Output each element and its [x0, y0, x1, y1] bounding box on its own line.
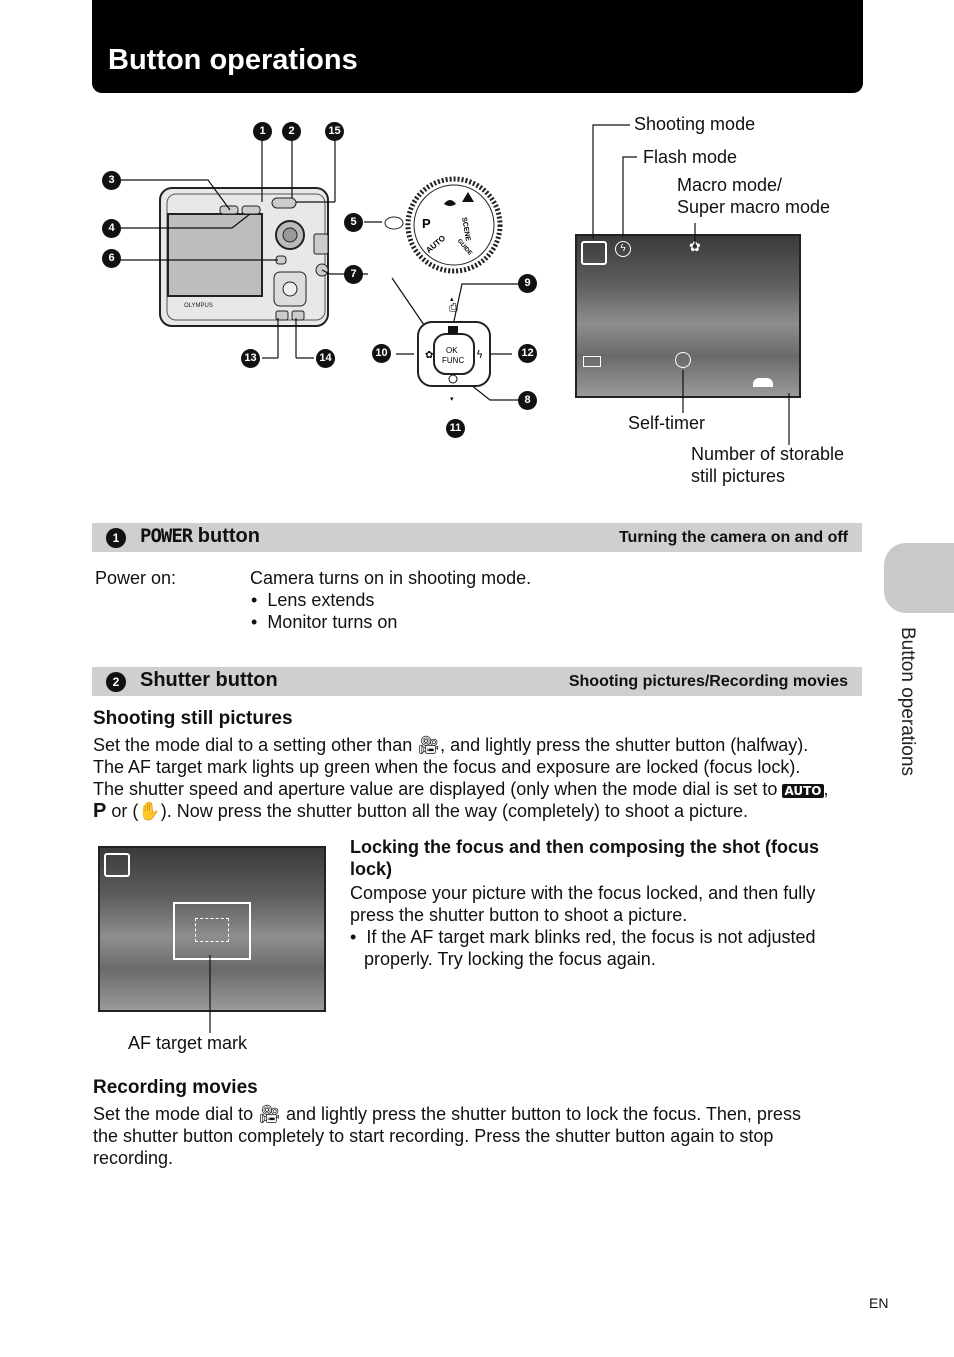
power-bullet-2: • Monitor turns on	[251, 612, 398, 632]
camera-brand: OLYMPUS	[184, 303, 213, 309]
svg-text:▴: ▴	[450, 295, 454, 303]
label-shooting-mode: Shooting mode	[634, 114, 756, 134]
callout-12: 12	[518, 344, 537, 363]
power-bullet-1: • Lens extends	[251, 590, 375, 610]
movie-line1: Set the mode dial to 🎥︎ and lightly press the shutter button to lock the focus. Then, press	[93, 1104, 801, 1125]
page-title: Button operations	[108, 44, 358, 76]
callout-8: 8	[518, 391, 537, 410]
svg-text:⎙: ⎙	[449, 301, 458, 314]
movie-icon: 🎥︎	[417, 735, 441, 756]
callout-3: 3	[102, 171, 121, 190]
section1-title: POWER button	[140, 525, 260, 547]
lock-heading-2: lock)	[350, 859, 393, 879]
af-target-label: AF target mark	[128, 1033, 248, 1053]
section1-number: 1	[106, 528, 126, 548]
label-macro-2: Super macro mode	[677, 197, 831, 217]
lock-text-1: Compose your picture with the focus locked, and then fully	[350, 883, 816, 903]
af-leader-line	[205, 955, 215, 1035]
lock-heading-1: Locking the focus and then composing the shot (focus	[350, 837, 820, 857]
callout-7: 7	[344, 265, 363, 284]
lock-text-2: press the shutter button to shoot a picture.	[350, 905, 688, 925]
hand-stabilizer-icon: ✋	[138, 801, 161, 822]
svg-text:AUTO: AUTO	[424, 233, 448, 255]
still-line3: The shutter speed and aperture value are displayed (only when the mode dial is set to AUTO ,	[93, 779, 829, 799]
lock-bullet-1: • If the AF target mark blinks red, the focus is not adjusted	[350, 927, 816, 947]
shutter-button-shape	[272, 198, 296, 208]
callout-11: 11	[446, 419, 465, 438]
mode-dial	[408, 179, 500, 271]
camera-diagram	[92, 110, 562, 450]
still-line2: The AF target mark lights up green when the focus and exposure are locked (focus lock).	[93, 757, 801, 777]
movie-icon-2: 🎥︎	[258, 1104, 281, 1125]
callout-1: 1	[253, 122, 272, 141]
label-flash-mode: Flash mode	[643, 147, 738, 167]
section2-number: 2	[106, 672, 126, 692]
svg-text:▾: ▾	[450, 395, 454, 403]
callout-5: 5	[344, 213, 363, 232]
callout-10: 10	[372, 344, 391, 363]
side-tab-label: Button operations	[897, 627, 918, 776]
footer-lang: EN	[869, 1295, 889, 1311]
label-storable-2: still pictures	[691, 466, 786, 486]
still-line4: P or (✋). Now press the shutter button all the way (completely) to shoot a picture.	[93, 800, 749, 822]
camera-monitor	[168, 214, 262, 296]
svg-text:OK: OK	[446, 346, 458, 355]
section2-title: Shutter button	[140, 669, 278, 691]
power-on-text: Camera turns on in shooting mode.	[250, 568, 532, 588]
section1-subtitle: Turning the camera on and off	[618, 529, 848, 546]
callout-9: 9	[518, 274, 537, 293]
svg-text:✿: ✿	[425, 350, 434, 361]
label-storable-1: Number of storable	[691, 444, 845, 464]
callout-13: 13	[241, 349, 260, 368]
macro-icon: ✿	[689, 239, 701, 255]
movie-line2: the shutter button completely to start recording. Press the shutter button again to stop	[93, 1126, 774, 1146]
still-line1: Set the mode dial to a setting other than 🎥︎, and lightly press the shutter button (halfway).	[93, 735, 809, 756]
side-tab	[884, 543, 954, 613]
callout-4: 4	[102, 219, 121, 238]
lock-bullet-2: properly. Try locking the focus again.	[364, 949, 656, 969]
callout-14: 14	[316, 349, 335, 368]
section1-header	[92, 523, 862, 552]
still-heading: Shooting still pictures	[93, 708, 293, 729]
control-pad	[418, 295, 490, 403]
power-on-label: Power on:	[95, 568, 177, 588]
movie-heading: Recording movies	[93, 1077, 258, 1098]
label-macro-1: Macro mode/	[677, 175, 783, 195]
movie-line3: recording.	[93, 1148, 174, 1168]
section2-header	[92, 667, 862, 696]
callout-15: 15	[325, 122, 344, 141]
callout-2: 2	[282, 122, 301, 141]
svg-text:FUNC: FUNC	[442, 356, 465, 365]
svg-text:ϟ: ϟ	[476, 348, 484, 361]
section2-subtitle: Shooting pictures/Recording movies	[568, 673, 848, 690]
svg-text:SCENE: SCENE	[460, 216, 472, 242]
svg-text:P: P	[422, 216, 431, 231]
svg-text:GUIDE: GUIDE	[455, 238, 473, 257]
shooting-mode-indicator-2	[104, 853, 130, 877]
label-self-timer: Self-timer	[628, 413, 706, 433]
af-target-mark	[173, 902, 251, 960]
flash-icon: ϟ	[615, 241, 631, 257]
callout-6: 6	[102, 249, 121, 268]
auto-badge: AUTO	[784, 784, 822, 798]
